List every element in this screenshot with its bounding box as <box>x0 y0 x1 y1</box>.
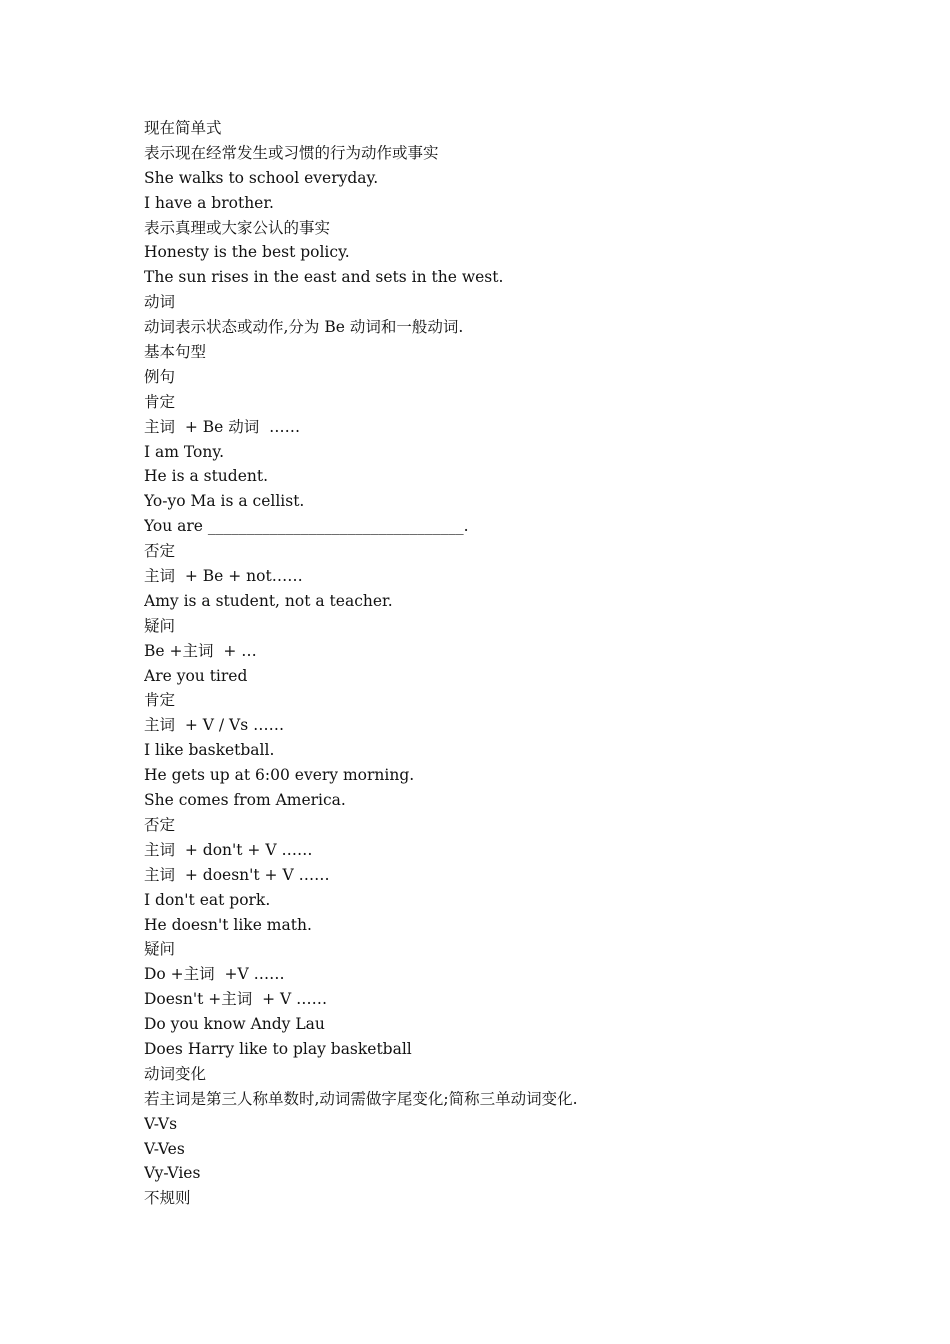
text-line: 表示现在经常发生或习惯的行为动作或事实 <box>144 143 439 162</box>
text-line: 否定 <box>144 542 176 561</box>
text-line: Doesn't +主词 + V …… <box>144 990 328 1009</box>
text-line: Yo-yo Ma is a cellist. <box>144 492 305 511</box>
text-line: She comes from America. <box>144 791 346 810</box>
text-line: Are you tired <box>144 666 248 685</box>
text-line: I am Tony. <box>144 442 224 461</box>
text-line: He doesn't like math. <box>144 915 312 934</box>
text-line: 主词 + Be 动词 …… <box>144 417 301 436</box>
document-body <box>144 116 904 1211</box>
text-line: 不规则 <box>144 1189 191 1208</box>
text-line: 表示真理或大家公认的事实 <box>144 218 331 237</box>
text-line: He gets up at 6:00 every morning. <box>144 766 415 785</box>
text-line: 动词 <box>144 293 176 312</box>
text-line: Be +主词 + … <box>144 641 257 660</box>
text-line: She walks to school everyday. <box>144 168 379 187</box>
text-line: 例句 <box>144 367 176 386</box>
text-line: He is a student. <box>144 467 269 486</box>
text-line: V-Ves <box>144 1139 185 1158</box>
text-line: 否定 <box>144 815 176 834</box>
text-line: Do you know Andy Lau <box>144 1015 325 1034</box>
text-line: 主词 + Be + not…… <box>144 567 303 586</box>
text-line: 基本句型 <box>144 343 207 362</box>
text-line: 现在简单式 <box>144 119 222 137</box>
text-line: 若主词是第三人称单数时,动词需做字尾变化;简称三单动词变化. <box>144 1089 578 1108</box>
text-line: 疑问 <box>144 940 176 959</box>
text-line: 肯定 <box>144 392 176 411</box>
text-line: 主词 + doesn't + V …… <box>144 865 330 884</box>
text-line: 肯定 <box>144 691 176 710</box>
text-line: You are _________________________________. <box>144 517 469 536</box>
text-line: Amy is a student, not a teacher. <box>144 591 393 610</box>
text-line: 主词 + don't + V …… <box>144 840 313 859</box>
text-line: I don't eat pork. <box>144 890 271 909</box>
text-line: Do +主词 +V …… <box>144 965 285 984</box>
text-line: 动词表示状态或动作,分为 Be 动词和一般动词. <box>144 318 464 337</box>
text-line: 动词变化 <box>144 1064 207 1083</box>
text-line: 疑问 <box>144 616 176 635</box>
text-line: Vy-Vies <box>144 1164 201 1183</box>
text-line: 主词 + V / Vs …… <box>144 716 285 735</box>
text-line: Honesty is the best policy. <box>144 243 350 262</box>
text-line: I have a brother. <box>144 193 274 212</box>
text-line: I like basketball. <box>144 741 275 760</box>
text-line: Does Harry like to play basketball <box>144 1039 412 1058</box>
text-line: V-Vs <box>144 1114 178 1133</box>
text-line: The sun rises in the east and sets in the west. <box>144 268 504 287</box>
